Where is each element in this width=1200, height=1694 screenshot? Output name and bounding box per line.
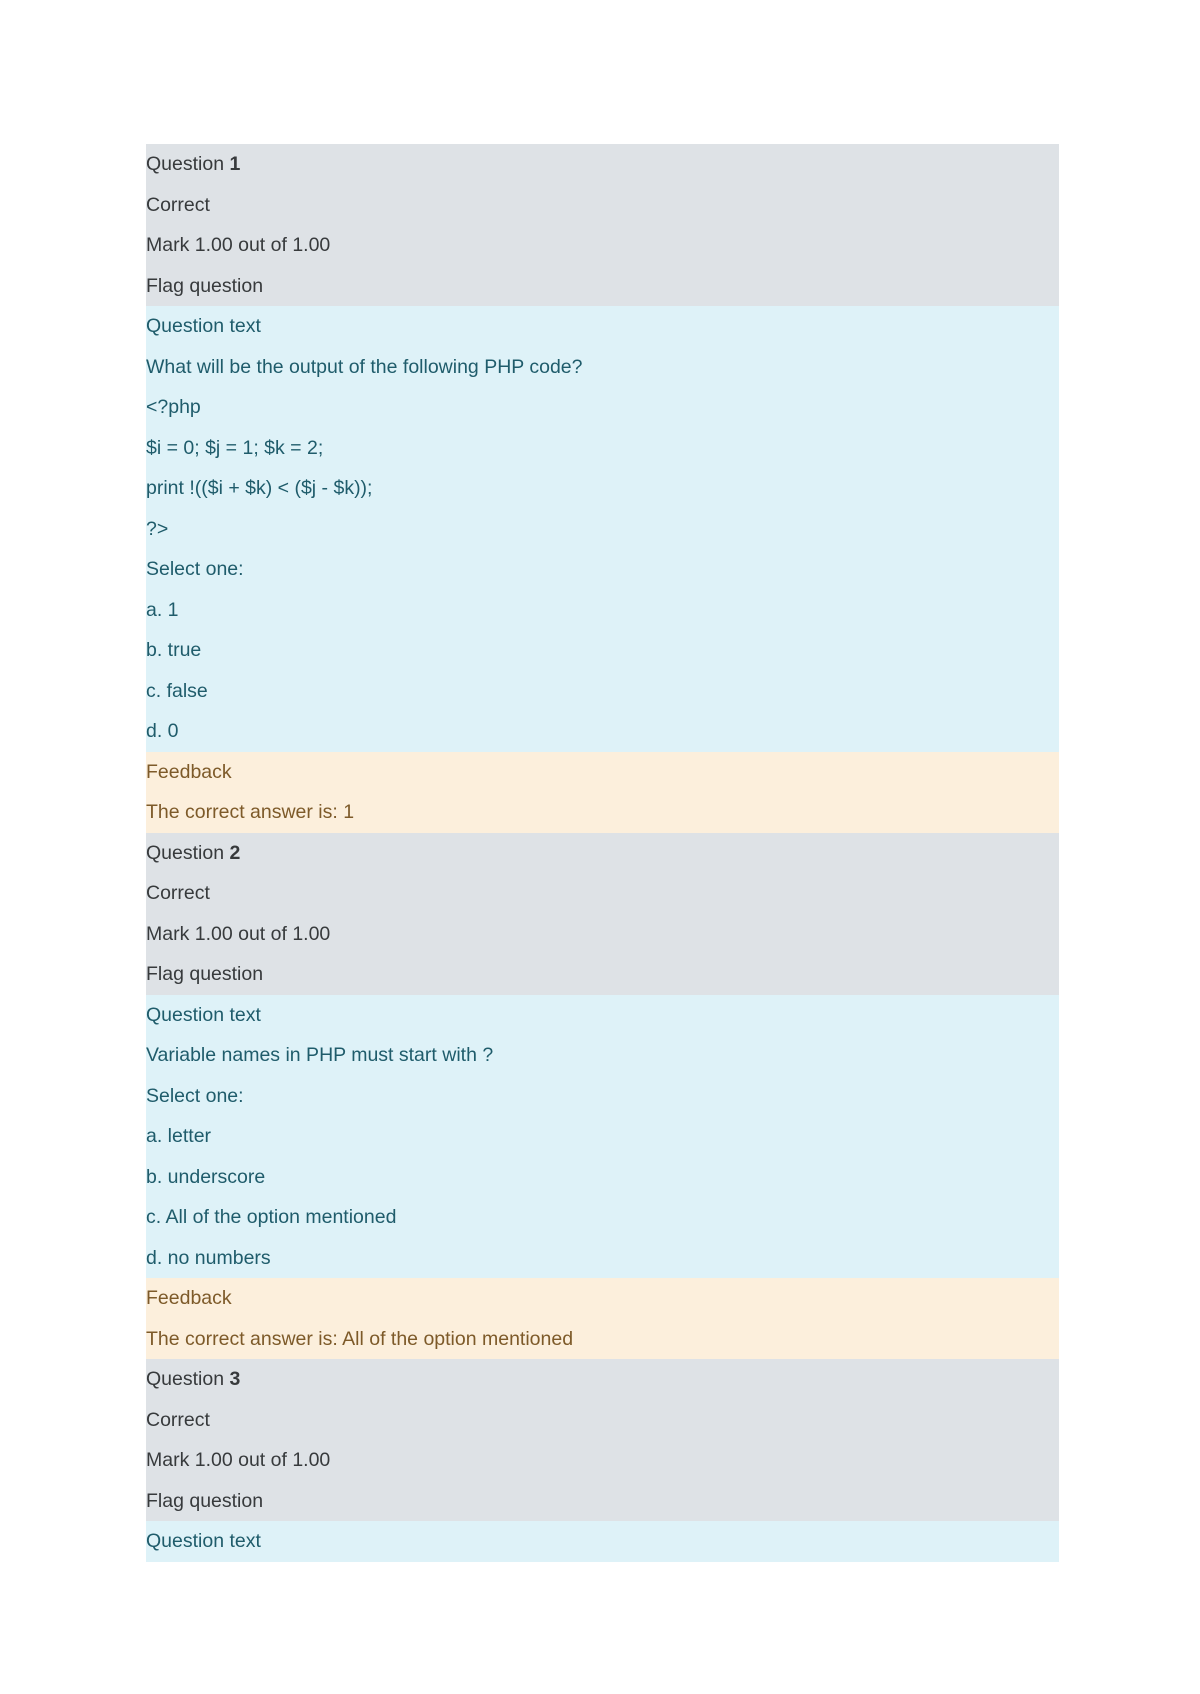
flag-question-link[interactable]: Flag question (146, 1481, 1059, 1522)
answer-option-a[interactable]: a. 1 (146, 590, 1059, 631)
quiz-review-page (146, 144, 1059, 1562)
question-2-content (146, 995, 1059, 1279)
question-2-info (146, 833, 1059, 995)
answer-option-c[interactable]: c. false (146, 671, 1059, 712)
question-number: Question 1 (146, 144, 1059, 185)
answer-option-a[interactable]: a. letter (146, 1116, 1059, 1157)
question-grade: Mark 1.00 out of 1.00 (146, 914, 1059, 955)
question-1-info (146, 144, 1059, 306)
code-line: <?php (146, 387, 1059, 428)
question-text-heading: Question text (146, 995, 1059, 1036)
question-state: Correct (146, 185, 1059, 226)
question-prompt: Variable names in PHP must start with ? (146, 1035, 1059, 1076)
correct-answer: The correct answer is: All of the option mentioned (146, 1319, 1059, 1360)
question-number: Question 3 (146, 1359, 1059, 1400)
answer-option-b[interactable]: b. true (146, 630, 1059, 671)
select-one-label: Select one: (146, 549, 1059, 590)
question-grade: Mark 1.00 out of 1.00 (146, 1440, 1059, 1481)
select-one-label: Select one: (146, 1076, 1059, 1117)
question-3-content (146, 1521, 1059, 1562)
feedback-heading: Feedback (146, 1278, 1059, 1319)
question-text-heading: Question text (146, 1521, 1059, 1562)
code-line: ?> (146, 509, 1059, 550)
code-line: print !(($i + $k) < ($j - $k)); (146, 468, 1059, 509)
question-1-content (146, 306, 1059, 752)
flag-question-link[interactable]: Flag question (146, 954, 1059, 995)
question-number: Question 2 (146, 833, 1059, 874)
answer-option-d[interactable]: d. 0 (146, 711, 1059, 752)
answer-option-b[interactable]: b. underscore (146, 1157, 1059, 1198)
correct-answer: The correct answer is: 1 (146, 792, 1059, 833)
question-grade: Mark 1.00 out of 1.00 (146, 225, 1059, 266)
code-line: $i = 0; $j = 1; $k = 2; (146, 428, 1059, 469)
question-state: Correct (146, 873, 1059, 914)
flag-question-link[interactable]: Flag question (146, 266, 1059, 307)
question-text-heading: Question text (146, 306, 1059, 347)
question-3-info (146, 1359, 1059, 1521)
answer-option-c[interactable]: c. All of the option mentioned (146, 1197, 1059, 1238)
question-1-feedback (146, 752, 1059, 833)
question-prompt: What will be the output of the following PHP code? (146, 347, 1059, 388)
question-2-feedback (146, 1278, 1059, 1359)
feedback-heading: Feedback (146, 752, 1059, 793)
answer-option-d[interactable]: d. no numbers (146, 1238, 1059, 1279)
question-state: Correct (146, 1400, 1059, 1441)
